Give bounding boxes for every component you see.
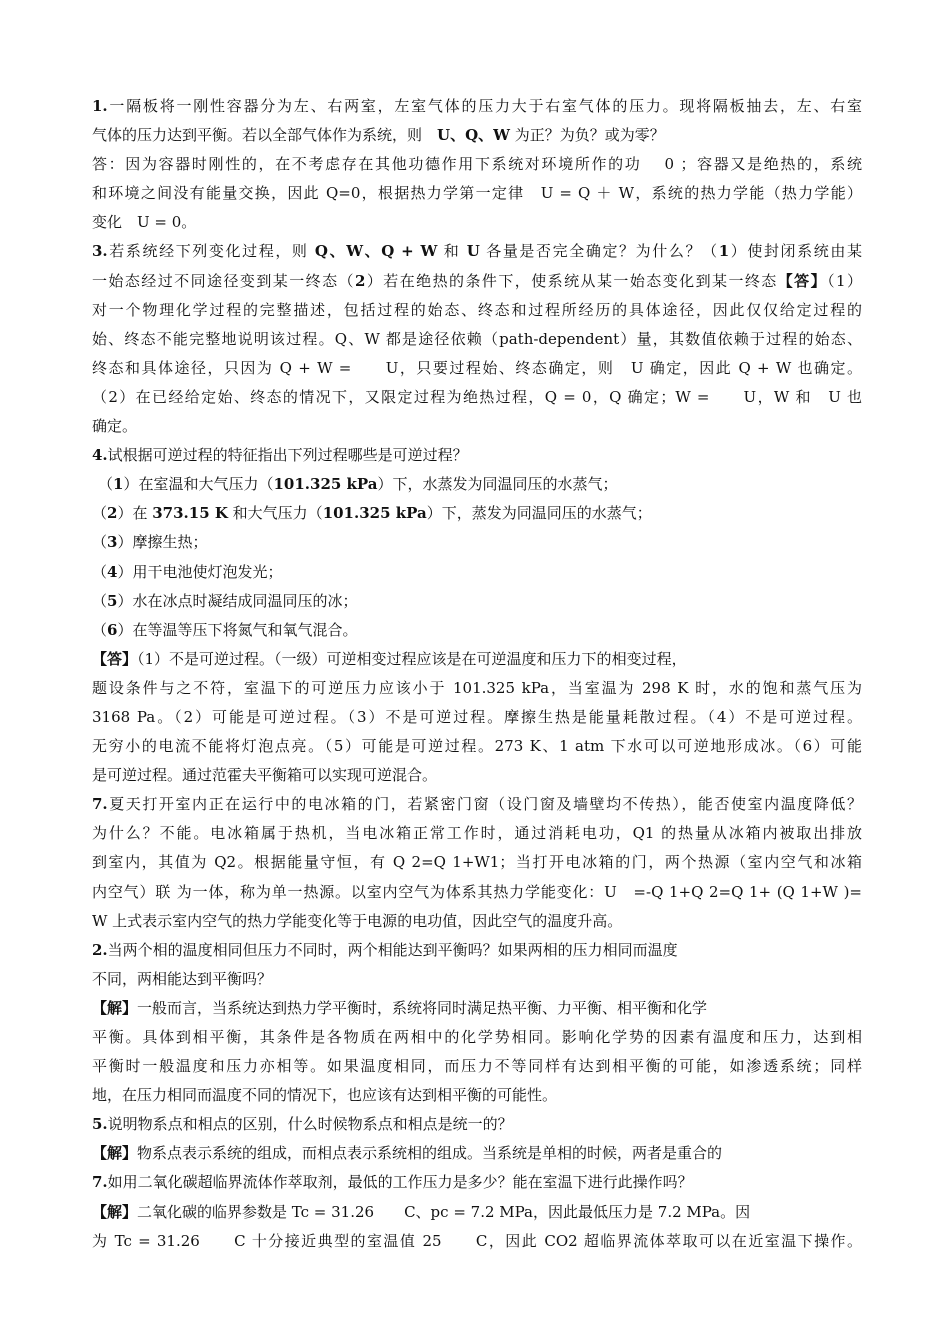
text-line — [92, 703, 862, 732]
text-run: 各量是否完全确定？为什么？（ — [479, 242, 719, 261]
text-run: ）在 — [117, 504, 153, 523]
text-line — [92, 1139, 862, 1168]
text-run: ）用干电池使灯泡发光； — [117, 562, 283, 581]
text-run: 内空气）联 为一体，称为单一热源。以室内空气为体系其热力学能变化：U =-Q 1+Q 2=Q 1+ (Q 1+W )= — [92, 882, 862, 901]
text-run: 地，在压力相同而温度不同的情况下，也应该有达到相平衡的可能性。 — [92, 1086, 558, 1105]
text-line — [92, 994, 862, 1023]
text-run: W 上式表示室内空气的热力学能变化等于电源的电功值，因此空气的温度升高。 — [92, 911, 623, 930]
text-line — [92, 499, 862, 528]
text-run: （ — [92, 533, 108, 552]
text-line — [92, 645, 862, 674]
text-run: 到室内，其值为 Q2。根据能量守恒，有 Q 2=Q 1+W1；当打开电冰箱的门，两个热源（室内空气和冰箱 — [92, 853, 862, 872]
text-run: 无穷小的电流不能将灯泡点亮。（5）可能是可逆过程。273 K、1 atm 下水可以可逆地形成冰。（6）可能 — [92, 737, 862, 756]
text-run: 和环境之间没有能量交换，因此 Q=0，根据热力学第一定律 U = Q ＋ W，系统的热力学能（热力学能） — [92, 184, 862, 203]
text-line — [92, 819, 862, 848]
text-run: U、Q、W — [437, 126, 511, 145]
text-run: 确定。 — [92, 417, 138, 436]
text-line — [92, 1052, 862, 1081]
text-run: 二氧化碳的临界参数是 Tc = 31.26 C、pc = 7.2 MPa，因此最低压力是 7.2 MPa。因 — [137, 1202, 751, 1221]
text-run: ）若在绝热的条件下，使系统从某一始态变化到某一终态 — [365, 271, 778, 290]
text-run: 答：因为容器时刚性的，在不考虑存在其他功德作用下系统对环境所作的功 0 ；容器又是绝热的，系统 — [92, 155, 862, 174]
text-run: 【答】 — [777, 271, 828, 290]
text-run: 为什么？不能。电冰箱属于热机，当电冰箱正常工作时，通过消耗电功，Q1 的热量从冰箱内被取出排放 — [92, 824, 862, 843]
text-line — [92, 92, 862, 121]
text-line — [92, 296, 862, 325]
text-run: 物系点表示系统的组成，而相点表示系统相的组成。当系统是单相的时候，两者是重合的 — [137, 1144, 723, 1163]
text-run: ）摩擦生热； — [117, 533, 208, 552]
text-run: 题设条件与之不符，室温下的可逆压力应该小于 101.325 kPa，当室温为 298 K 时，水的饱和蒸气压为 — [92, 678, 862, 697]
text-run: ）使封闭系统由某 — [729, 242, 862, 261]
text-run: 平衡时一般温度和压力亦相等。如果温度相同，而压力不等同样有达到相平衡的可能，如渗透系统；同样 — [92, 1057, 862, 1076]
text-run: （1）不是可逆过程。（一级）可逆相变过程应该是在可逆温度和压力下的相变过程， — [137, 649, 687, 668]
text-run: 7. — [92, 1173, 108, 1192]
text-run: ）在室温和大气压力（ — [123, 475, 274, 494]
text-line — [92, 587, 862, 616]
text-line — [92, 441, 862, 470]
text-run: 一般而言，当系统达到热力学平衡时，系统将同时满足热平衡、力平衡、相平衡和化学 — [137, 998, 708, 1017]
text-run: 夏天打开室内正在运行中的电冰箱的门，若紧密门窗（设门窗及墙壁均不传热），能否使室内温度降低？ — [107, 795, 862, 814]
text-run: 101.325 kPa — [322, 504, 427, 523]
text-line — [92, 150, 862, 179]
text-line — [92, 1168, 862, 1197]
text-run: 为 Tc = 31.26 C 十分接近典型的室温值 25 C，因此 CO2 超临界流体萃取可以在近室温下操作。 — [92, 1231, 862, 1250]
text-line — [92, 267, 862, 296]
text-line — [92, 1198, 862, 1227]
text-run: ）下，水蒸发为同温同压的水蒸气； — [377, 475, 618, 494]
text-run: 【解】 — [92, 1144, 138, 1163]
text-line — [92, 558, 862, 587]
text-run: ）水在冰点时凝结成同温同压的冰； — [117, 591, 358, 610]
text-line — [92, 121, 862, 150]
text-line — [92, 325, 862, 354]
text-run: （ — [92, 504, 108, 523]
text-run: 若系统经下列变化过程，则 — [107, 242, 315, 261]
text-run: （1） — [827, 271, 862, 290]
text-run: 是可逆过程。通过范霍夫平衡箱可以实现可逆混合。 — [92, 766, 438, 785]
text-line — [92, 616, 862, 645]
text-run: （ — [98, 475, 114, 494]
text-line — [92, 907, 862, 936]
text-run: 3 — [107, 533, 118, 552]
text-run: 为正？为负？或为零？ — [510, 126, 665, 145]
text-line — [92, 848, 862, 877]
text-run: 对一个物理化学过程的完整描述，包括过程的始态、终态和过程所经历的具体途径，因此仅仅给定过程的 — [92, 300, 862, 319]
text-line — [92, 965, 862, 994]
text-run: 101.325 kPa — [273, 475, 378, 494]
text-line — [92, 1227, 862, 1256]
text-line — [92, 1081, 862, 1110]
text-line — [92, 790, 862, 819]
document-body — [92, 92, 862, 1256]
text-run: 气体的压力达到平衡。若以全部气体作为系统，则 — [92, 126, 438, 145]
text-run: 6 — [107, 620, 118, 639]
text-line — [92, 732, 862, 761]
text-run: 终态和具体途径，只因为 Q + W = U，只要过程始、终态确定，则 U 确定，因此 Q + W 也确定。 — [92, 358, 862, 377]
text-run: 变化 U = 0。 — [92, 213, 197, 232]
text-line — [92, 761, 862, 790]
text-run: 3. — [92, 242, 108, 261]
text-run: 4 — [107, 562, 118, 581]
text-run: 不同，两相能达到平衡吗？ — [92, 969, 273, 988]
text-run: 【解】 — [92, 1202, 138, 1221]
text-line — [92, 878, 862, 907]
text-run: 373.15 K — [152, 504, 228, 523]
text-run: （2）在已经给定始、终态的情况下，又限定过程为绝热过程，Q = 0，Q 确定；W = U，W 和 U 也 — [92, 387, 862, 406]
text-line — [92, 237, 862, 266]
text-run: 试根据可逆过程的特征指出下列过程哪些是可逆过程？ — [107, 446, 468, 465]
text-run: 5 — [107, 591, 118, 610]
text-run: 如用二氧化碳超临界流体作萃取剂，最低的工作压力是多少？能在室温下进行此操作吗？ — [107, 1173, 693, 1192]
text-run: 3168 Pa。（2）可能是可逆过程。（3）不是可逆过程。摩擦生热是能量耗散过程。（4）不是可逆过程。 — [92, 707, 862, 726]
text-run: （ — [92, 591, 108, 610]
text-run: Q、W、Q + W — [314, 242, 438, 261]
text-line — [92, 208, 862, 237]
text-line — [92, 1110, 862, 1139]
text-run: 1 — [718, 242, 730, 261]
text-run: 和大气压力（ — [227, 504, 323, 523]
text-run: （ — [92, 562, 108, 581]
text-run: （ — [92, 620, 108, 639]
text-run: 平衡。具体到相平衡，其条件是各物质在两相中的化学势相同。影响化学势的因素有温度和压力，达到相 — [92, 1028, 862, 1046]
text-run: 1 — [113, 475, 124, 494]
text-line — [92, 383, 862, 412]
text-run: 4. — [92, 446, 108, 465]
text-line — [92, 470, 862, 499]
text-run: 始、终态不能完整地说明该过程。Q、W 都是途径依赖（path-dependent）量，其数值依赖于过程的始态、 — [92, 329, 862, 348]
text-run: 当两个相的温度相同但压力不同时，两个相能达到平衡吗？如果两相的压力相同而温度 — [107, 940, 678, 959]
text-line — [92, 528, 862, 557]
text-run: 2 — [354, 271, 366, 290]
text-run: 【解】 — [92, 998, 138, 1017]
text-run: 一始态经过不同途径变到某一终态（ — [92, 271, 355, 290]
text-line — [92, 936, 862, 965]
text-run: 2 — [107, 504, 118, 523]
text-line — [92, 412, 862, 441]
text-line — [92, 179, 862, 208]
text-run: 和 — [437, 242, 467, 261]
text-run: 5. — [92, 1115, 108, 1134]
text-run: 一隔板将一刚性容器分为左、右两室，左室气体的压力大于右室气体的压力。现将隔板抽去，左、右室 — [107, 97, 862, 115]
text-run: ）下，蒸发为同温同压的水蒸气； — [426, 504, 652, 523]
text-run: 1. — [92, 97, 108, 115]
text-run: 2. — [92, 940, 108, 959]
text-run: 【答】 — [92, 649, 138, 668]
text-run: ）在等温等压下将氮气和氧气混合。 — [117, 620, 358, 639]
text-line — [92, 674, 862, 703]
text-run: U — [466, 242, 480, 261]
text-run: 7. — [92, 795, 108, 814]
text-line — [92, 1023, 862, 1052]
text-run: 说明物系点和相点的区别，什么时候物系点和相点是统一的？ — [107, 1115, 513, 1134]
text-line — [92, 354, 862, 383]
